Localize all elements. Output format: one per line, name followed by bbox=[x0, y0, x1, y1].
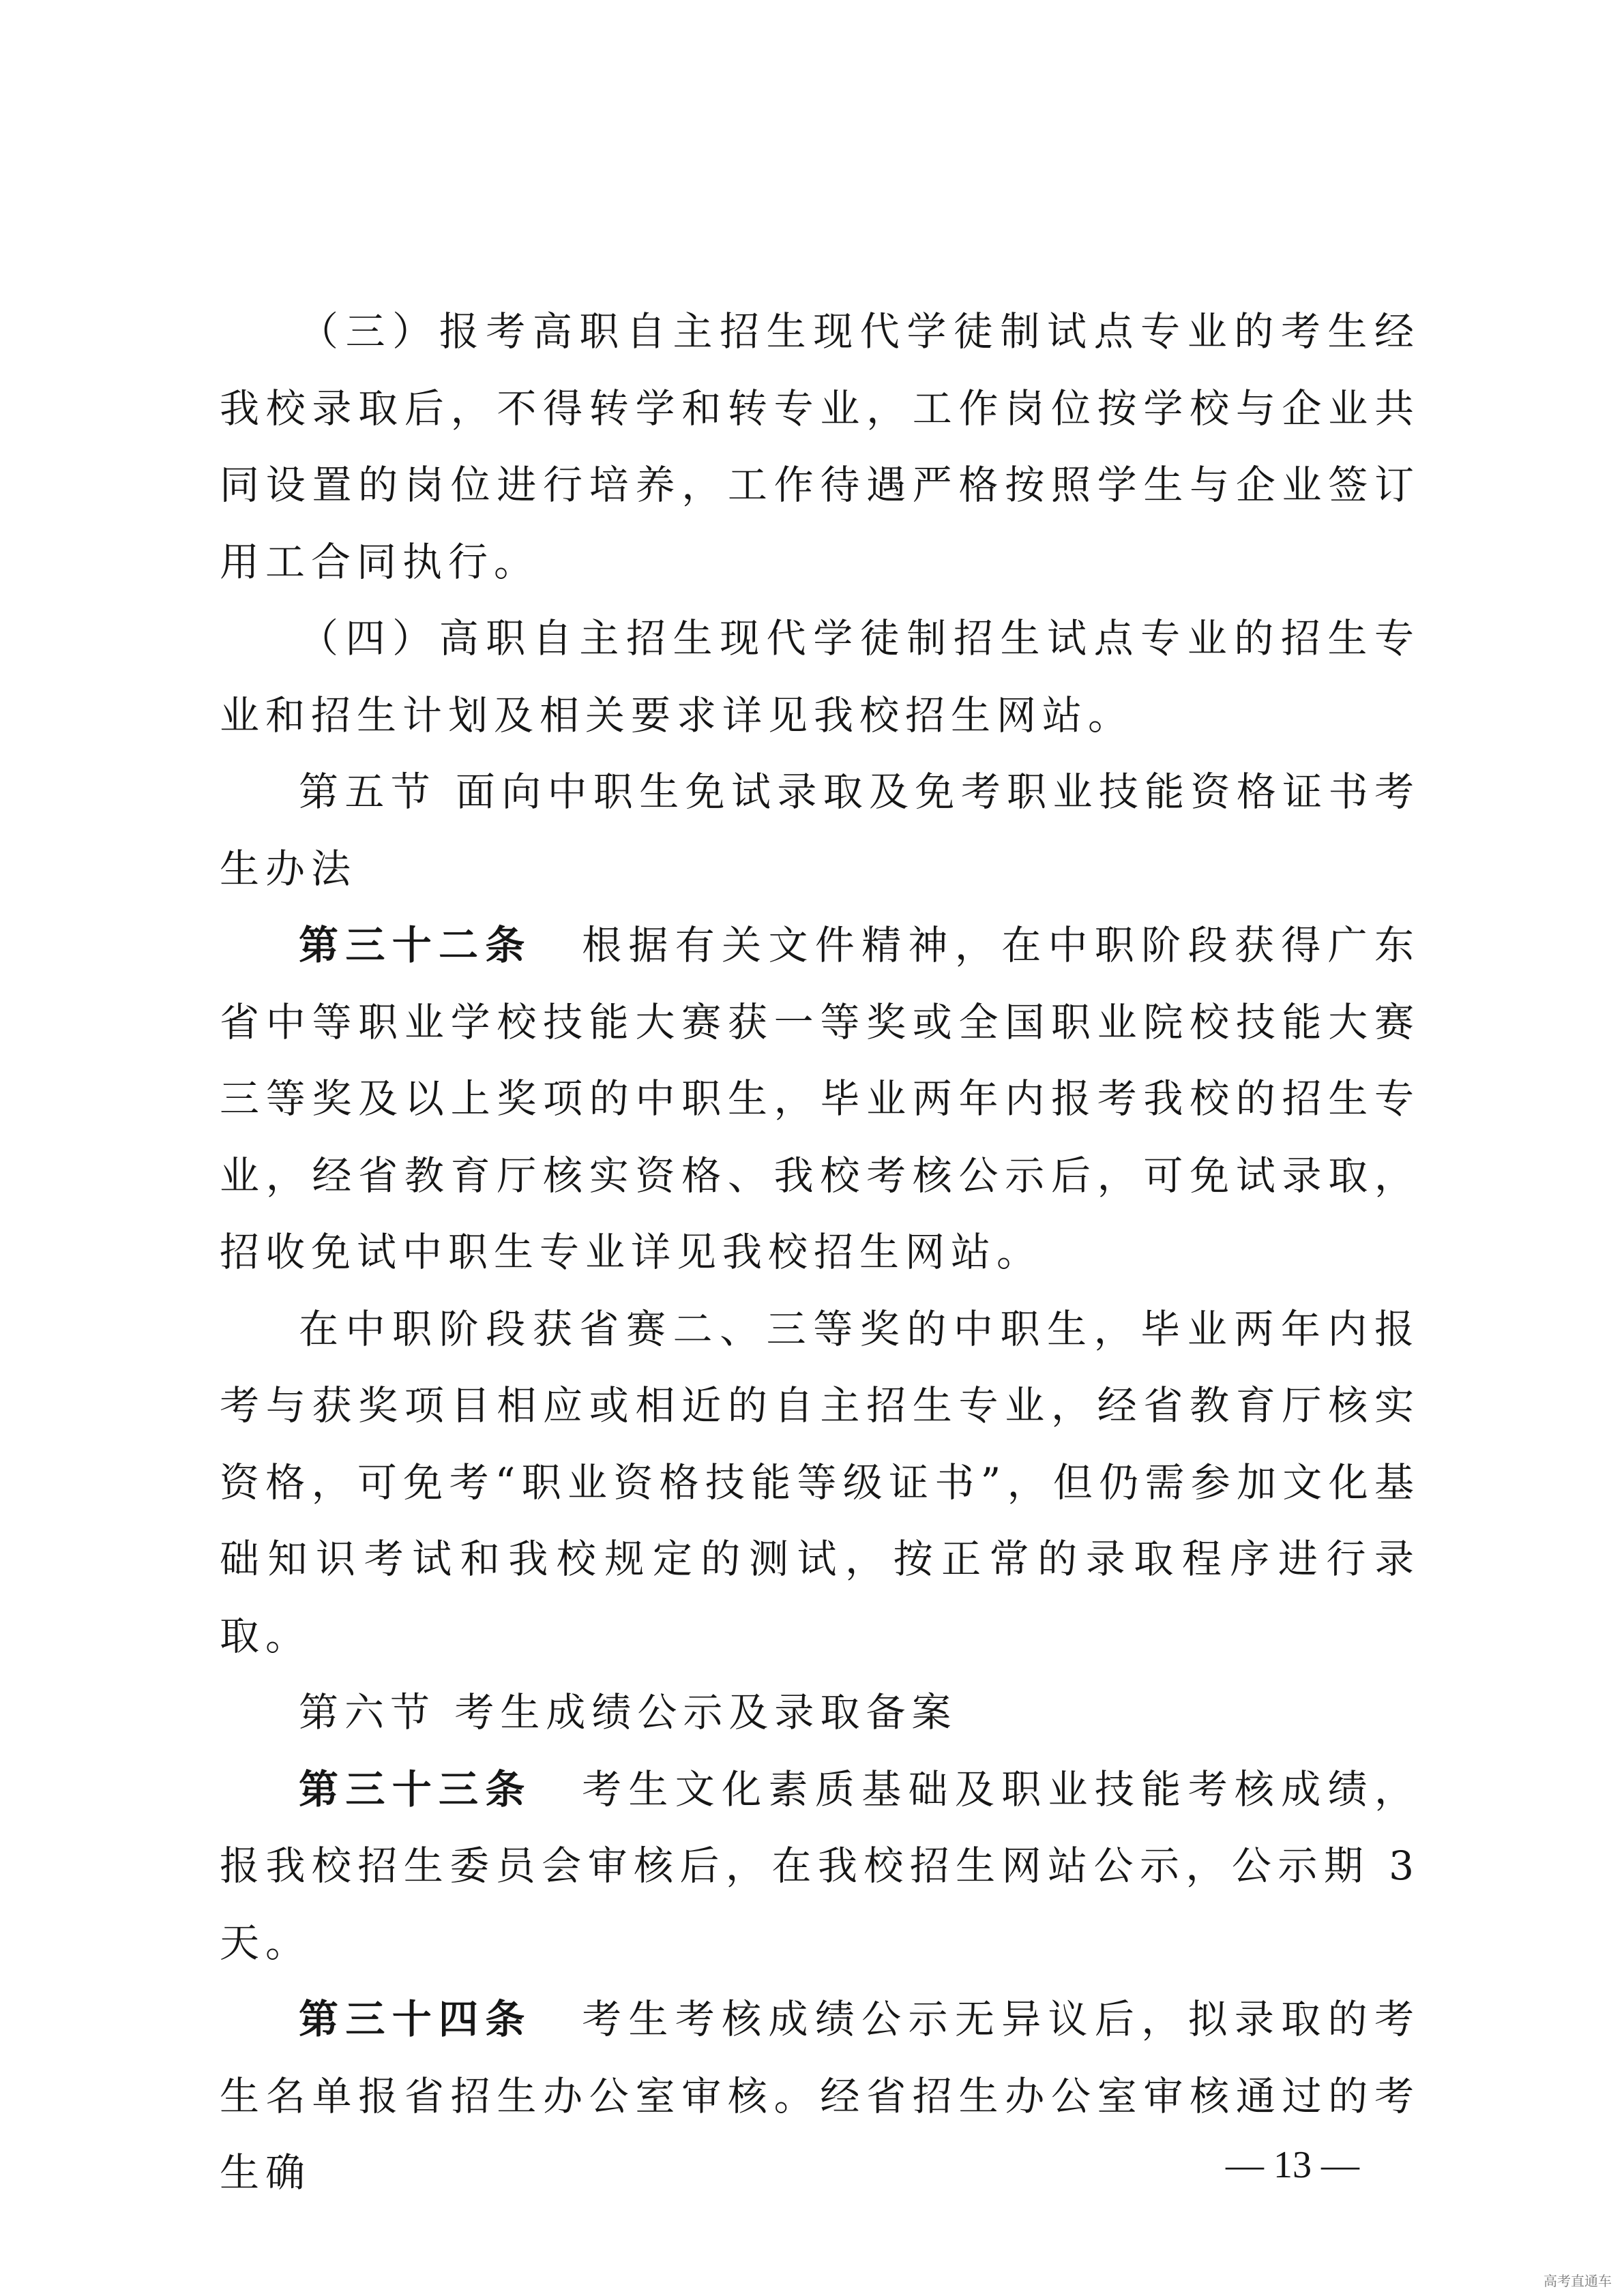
paragraph-provincial-award bbox=[220, 1291, 1420, 1675]
paragraph-text: （三）报考高职自主招生现代学徒制试点专业的考生经我校录取后，不得转学和转专业，工作岗位按学校与企业共同设置的岗位进行培养，工作待遇严格按照学生与企业签订用工合同执行。 bbox=[220, 308, 1420, 585]
paragraph-text: （四）高职自主招生现代学徒制招生试点专业的招生专业和招生计划及相关要求详见我校招生网站。 bbox=[220, 615, 1420, 739]
page-number: — 13 — bbox=[1226, 2144, 1359, 2186]
paragraph-apprenticeship-plan bbox=[220, 600, 1420, 754]
article-32-text: 根据有关文件精神，在中职阶段获得广东省中等职业学校技能大赛获一等奖或全国职业院校技能大赛三等奖及以上奖项的中职生，毕业两年内报考我校的招生专业，经省教育厅核实资格、我校考核公示后，可免试录取，招收免试中职生专业详见我校招生网站。 bbox=[220, 922, 1420, 1275]
article-33 bbox=[220, 1751, 1420, 1982]
article-32 bbox=[220, 907, 1420, 1291]
section-heading-text: 第五节 面向中职生免试录取及免考职业技能资格证书考生办法 bbox=[220, 769, 1420, 892]
document-body bbox=[220, 293, 1420, 2211]
section-heading-results bbox=[220, 1674, 1420, 1751]
article-33-text: 考生文化素质基础及职业技能考核成绩，报我校招生委员会审核后，在我校招生网站公示，公示期 3 天。 bbox=[220, 1765, 1420, 1966]
section-heading-exemption bbox=[220, 754, 1420, 907]
paragraph-apprenticeship-transfer bbox=[220, 293, 1420, 600]
article-32-label: 第三十二条 bbox=[299, 922, 532, 968]
watermark: 高考直通车 bbox=[1544, 2274, 1612, 2289]
section-heading-text: 第六节 考生成绩公示及录取备案 bbox=[299, 1689, 958, 1735]
article-34-label: 第三十四条 bbox=[299, 1996, 532, 2042]
paragraph-text: 在中职阶段获省赛二、三等奖的中职生，毕业两年内报考与获奖项目相应或相近的自主招生专业，经省教育厅核实资格，可免考“职业资格技能等级证书”，但仍需参加文化基础知识考试和我校规定的测试，按正常的录取程序进行录取。 bbox=[220, 1305, 1420, 1659]
article-33-label: 第三十三条 bbox=[299, 1765, 532, 1813]
article-34-text: 考生考核成绩公示无异议后，拟录取的考生名单报省招生办公室审核。经省招生办公室审核通过的考生确 bbox=[220, 1996, 1420, 2196]
